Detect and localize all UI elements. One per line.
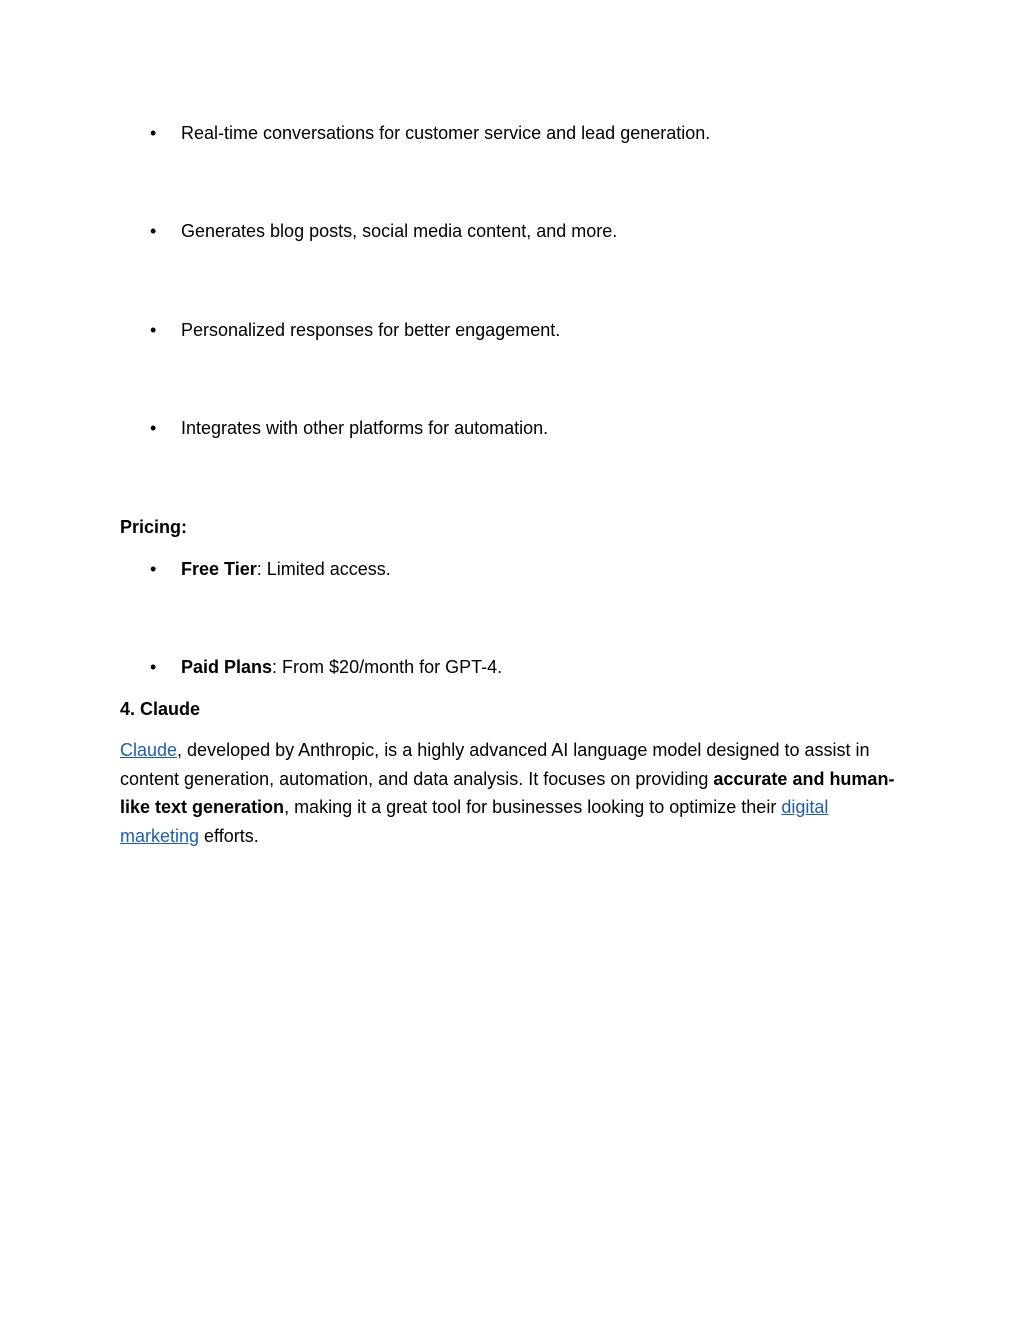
pricing-item-detail: : From $20/month for GPT-4. bbox=[272, 657, 503, 677]
bullet-icon: • bbox=[150, 221, 157, 241]
bullet-icon: • bbox=[150, 657, 157, 677]
paragraph-text: , making it a great tool for businesses looking to optimize their bbox=[284, 797, 782, 817]
pricing-item-label: Free Tier bbox=[181, 559, 257, 579]
paragraph-text: efforts. bbox=[199, 825, 259, 846]
bullet-icon: • bbox=[150, 320, 157, 340]
feature-text: Personalized responses for better engagement. bbox=[181, 320, 561, 340]
bullet-icon: • bbox=[150, 418, 157, 438]
pricing-heading: Pricing: bbox=[120, 517, 188, 537]
section-paragraph bbox=[120, 736, 900, 850]
pricing-item-label: Paid Plans bbox=[181, 657, 273, 677]
pricing-item-detail: : Limited access. bbox=[256, 559, 391, 579]
feature-text: Real-time conversations for customer service and lead generation. bbox=[181, 123, 711, 143]
paragraph-text: , developed by Anthropic, is a highly advanced AI language model designed to assist in content generation, automation, and data analysis. It focuses on providing bbox=[120, 740, 870, 789]
pricing-item-text bbox=[181, 555, 391, 583]
claude-link[interactable]: Claude bbox=[120, 740, 178, 760]
bullet-icon: • bbox=[150, 559, 157, 579]
feature-text: Generates blog posts, social media content, and more. bbox=[181, 221, 618, 241]
pricing-item-text bbox=[181, 653, 502, 681]
digital-marketing-link[interactable]: digital marketing bbox=[120, 797, 829, 846]
paragraph-bold-text: accurate and human-like text generation bbox=[120, 768, 895, 817]
feature-text: Integrates with other platforms for automation. bbox=[181, 418, 549, 438]
bullet-icon: • bbox=[150, 123, 157, 143]
section-heading: 4. Claude bbox=[120, 699, 201, 719]
